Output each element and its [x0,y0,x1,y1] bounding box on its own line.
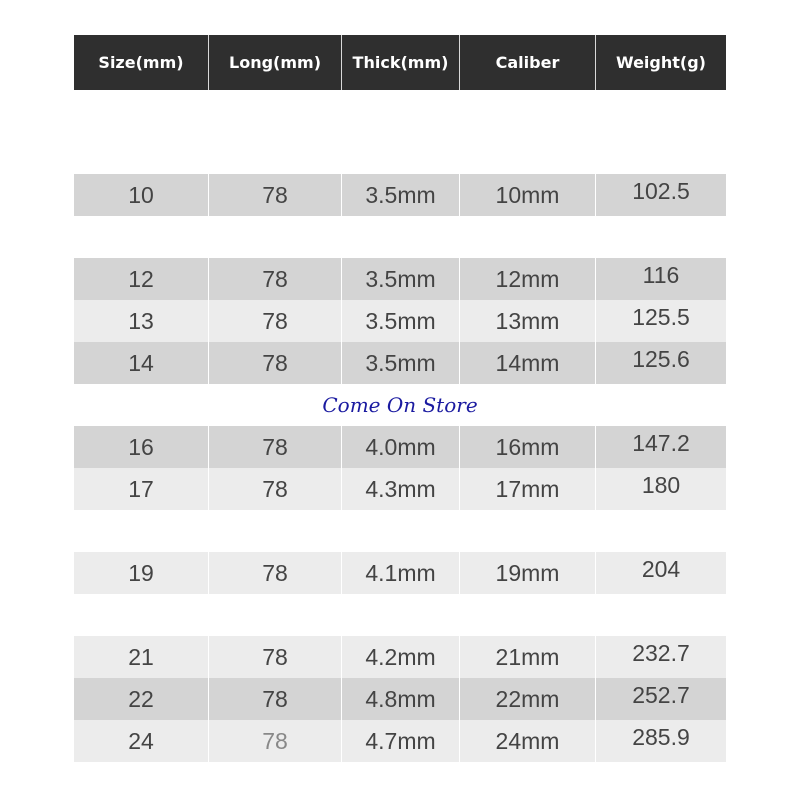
table-row [74,552,726,594]
table-row [74,342,726,384]
cell-long: 78 [209,174,342,216]
cell-weight: 232.7 [632,639,690,666]
table-header-row [74,35,726,90]
cell-weight: 180 [641,471,681,498]
cell-thick: 4.8mm [342,678,460,720]
header-thick: Thick(mm) [342,35,460,90]
cell-thick: 4.2mm [342,636,460,678]
cell-size: 10 [74,174,209,216]
cell-size: 22 [74,678,209,720]
cell-thick: 3.5mm [342,258,460,300]
cell-caliber: 12mm [460,258,596,300]
table-row [74,678,726,720]
table-row [74,258,726,300]
cell-caliber: 17mm [460,468,596,510]
cell-long: 78 [209,552,342,594]
table-spacer [74,510,726,552]
cell-weight: 147.2 [632,429,690,456]
cell-size: 19 [74,552,209,594]
cell-thick: 4.3mm [342,468,460,510]
cell-weight: 285.9 [632,723,690,750]
cell-size: 14 [74,342,209,384]
header-caliber: Caliber [460,35,596,90]
cell-long: 78 [209,468,342,510]
cell-long: 78 [209,342,342,384]
table-row [74,720,726,762]
cell-long: 78 [209,300,342,342]
cell-size: 12 [74,258,209,300]
cell-weight: 102.5 [632,177,690,204]
cell-thick: 4.0mm [342,426,460,468]
table-row [74,300,726,342]
header-size: Size(mm) [74,35,209,90]
header-long: Long(mm) [209,35,342,90]
cell-long: 78 [209,720,342,762]
cell-long: 78 [209,426,342,468]
cell-size: 24 [74,720,209,762]
table-spacer [74,594,726,636]
cell-long: 78 [209,258,342,300]
cell-thick: 3.5mm [342,174,460,216]
header-weight: Weight(g) [616,53,706,72]
table-row [74,468,726,510]
cell-caliber: 21mm [460,636,596,678]
cell-thick: 4.1mm [342,552,460,594]
cell-caliber: 10mm [460,174,596,216]
cell-thick: 4.7mm [342,720,460,762]
cell-long: 78 [209,636,342,678]
cell-size: 17 [74,468,209,510]
cell-weight: 204 [641,555,681,582]
cell-weight: 116 [642,261,680,288]
cell-thick: 3.5mm [342,300,460,342]
cell-caliber: 13mm [460,300,596,342]
table-row [74,426,726,468]
cell-weight: 125.5 [632,303,690,330]
table-spacer [74,90,726,174]
cell-caliber: 22mm [460,678,596,720]
cell-size: 16 [74,426,209,468]
table-row [74,174,726,216]
table-row [74,636,726,678]
cell-caliber: 14mm [460,342,596,384]
cell-long: 78 [209,678,342,720]
cell-weight: 252.7 [632,681,690,708]
cell-caliber: 19mm [460,552,596,594]
cell-size: 13 [74,300,209,342]
cell-weight: 125.6 [632,345,690,372]
cell-thick: 3.5mm [342,342,460,384]
cell-caliber: 24mm [460,720,596,762]
table-spacer [74,216,726,258]
cell-size: 21 [74,636,209,678]
store-watermark: Come On Store [322,393,478,417]
cell-caliber: 16mm [460,426,596,468]
